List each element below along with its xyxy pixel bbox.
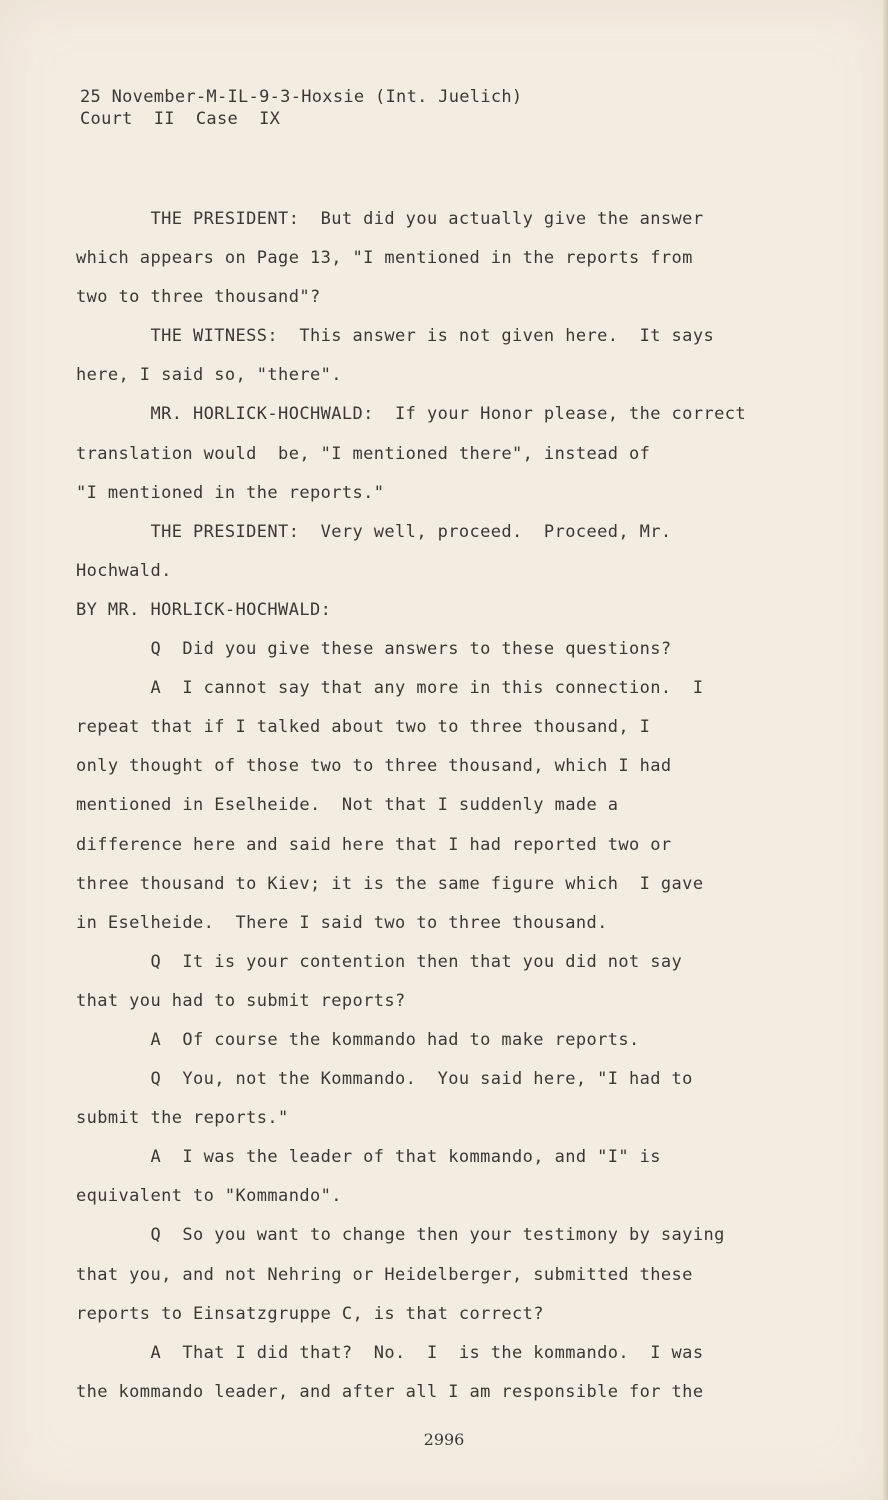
- page-number: 2996: [423, 1430, 465, 1449]
- transcript-line: A Of course the kommando had to make reports.: [76, 1029, 640, 1050]
- document-header: [80, 86, 522, 130]
- transcript-line: THE PRESIDENT: But did you actually give the answer: [76, 209, 704, 229]
- header-line-1: 25 November-M-IL-9-3-Hoxsie (Int. Juelich): [80, 87, 523, 107]
- transcript-line: Q You, not the Kommando. You said here, "I had to: [76, 1069, 693, 1090]
- transcript-body: [76, 200, 786, 1412]
- transcript-line: "I mentioned in the reports.": [76, 482, 385, 503]
- transcript-line: equivalent to "Kommando".: [76, 1186, 342, 1207]
- transcript-line: A I cannot say that any more in this connection. I: [76, 678, 704, 699]
- transcript-line: difference here and said here that I had reported two or: [76, 834, 672, 855]
- transcript-line: THE PRESIDENT: Very well, proceed. Proceed, Mr.: [76, 521, 672, 542]
- transcript-line: in Eselheide. There I said two to three thousand.: [76, 912, 608, 933]
- transcript-line: repeat that if I talked about two to three thousand, I: [76, 717, 651, 738]
- transcript-line: MR. HORLICK-HOCHWALD: If your Honor please, the correct: [76, 404, 746, 425]
- transcript-line: submit the reports.": [76, 1108, 289, 1129]
- transcript-line: Q Did you give these answers to these questions?: [76, 639, 672, 660]
- transcript-line: the kommando leader, and after all I am responsible for the: [76, 1381, 704, 1402]
- page-edge: [883, 0, 888, 1500]
- transcript-line: that you, and not Nehring or Heidelberger, submitted these: [76, 1264, 693, 1285]
- transcript-line: three thousand to Kiev; it is the same figure which I gave: [76, 873, 704, 894]
- transcript-line: two to three thousand"?: [76, 287, 321, 308]
- transcript-line: here, I said so, "there".: [76, 365, 342, 386]
- transcript-line: THE WITNESS: This answer is not given here. It says: [76, 326, 715, 347]
- header-line-2: Court II Case IX: [80, 109, 281, 129]
- transcript-line: translation would be, "I mentioned there", instead of: [76, 443, 651, 464]
- transcript-line: A That I did that? No. I is the kommando. I was: [76, 1342, 704, 1363]
- transcript-line: only thought of those two to three thousand, which I had: [76, 756, 672, 777]
- transcript-line: A I was the leader of that kommando, and "I" is: [76, 1147, 661, 1168]
- transcript-line: BY MR. HORLICK-HOCHWALD:: [76, 599, 332, 620]
- transcript-line: that you had to submit reports?: [76, 990, 406, 1011]
- transcript-line: Hochwald.: [76, 560, 172, 581]
- transcript-line: Q It is your contention then that you did not say: [76, 951, 683, 972]
- transcript-line: mentioned in Eselheide. Not that I suddenly made a: [76, 795, 619, 816]
- transcript-line: reports to Einsatzgruppe C, is that correct?: [76, 1303, 544, 1324]
- transcript-line: Q So you want to change then your testimony by saying: [76, 1225, 725, 1246]
- transcript-line: which appears on Page 13, "I mentioned in the reports from: [76, 248, 693, 269]
